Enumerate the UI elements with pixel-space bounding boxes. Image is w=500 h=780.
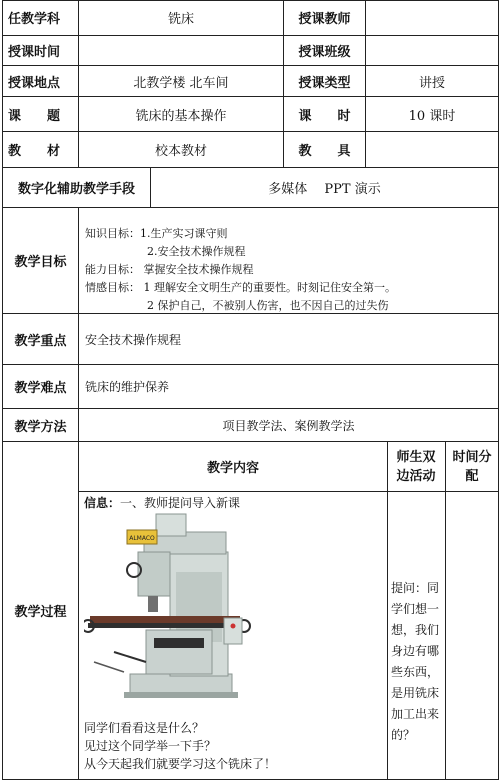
machine-base-foot bbox=[124, 692, 238, 698]
machine-plate-text: ALMACO bbox=[129, 535, 155, 542]
aids-value bbox=[366, 132, 498, 167]
question-line: 同学们看看这是什么？ bbox=[84, 721, 205, 735]
machine-knee bbox=[146, 630, 212, 674]
subject-label: 任教学科 bbox=[8, 12, 61, 27]
method-label: 教学方法 bbox=[14, 419, 67, 435]
textbook-value: 校本教材 bbox=[154, 144, 207, 159]
control-button bbox=[231, 624, 236, 629]
content-header: 教学内容 bbox=[206, 461, 259, 476]
machine-table bbox=[90, 616, 240, 624]
goal-line: 2.安全技术操作规程 bbox=[147, 245, 246, 258]
info-text: 一、教师提问导入新课 bbox=[120, 496, 241, 510]
hours-label: 课 时 bbox=[298, 108, 351, 124]
location-label: 授课地点 bbox=[8, 75, 61, 91]
machine-motor bbox=[156, 514, 186, 536]
time-value bbox=[79, 36, 283, 65]
activity-line: 些东西， bbox=[391, 665, 440, 679]
key-point-value: 安全技术操作规程 bbox=[85, 332, 182, 347]
teacher-label: 授课教师 bbox=[298, 12, 351, 27]
goal-line: 2 保护自己，不被别人伤害，也不因自己的过失伤 bbox=[147, 299, 389, 312]
type-value: 讲授 bbox=[418, 75, 445, 91]
cable bbox=[94, 662, 124, 672]
process-label: 教学过程 bbox=[14, 605, 67, 620]
activity-line: 加工出来 bbox=[391, 707, 440, 721]
time-header: 时间分配 bbox=[452, 450, 492, 484]
control-box bbox=[224, 618, 242, 644]
activity-line: 想，我们 bbox=[391, 623, 440, 637]
machine-head bbox=[138, 552, 170, 596]
hours-value: 10 课时 bbox=[408, 108, 456, 124]
knee-saddle bbox=[154, 638, 204, 648]
class-value bbox=[366, 36, 498, 65]
topic-value: 铣床的基本操作 bbox=[135, 108, 227, 124]
question-line: 从今天起我们就要学习这个铣床了！ bbox=[84, 757, 277, 771]
difficulty-value: 铣床的维护保养 bbox=[85, 380, 170, 394]
textbook-label: 教 材 bbox=[8, 144, 61, 159]
milling-machine-image bbox=[84, 512, 264, 702]
knee-crank bbox=[114, 652, 146, 662]
question-list bbox=[84, 719, 384, 773]
question-line: 见过这个同学举一下手？ bbox=[84, 739, 217, 753]
subject-value: 铣床 bbox=[167, 12, 194, 27]
aids-label: 教 具 bbox=[298, 144, 351, 159]
goal-line: 情感目标： 1 理解安全文明生产的重要性。时刻记住安全第一。 bbox=[85, 281, 396, 294]
activity-text bbox=[391, 578, 443, 746]
activity-line: 身边有哪 bbox=[391, 644, 440, 658]
difficulty-label: 教学难点 bbox=[14, 381, 67, 396]
machine-spindle bbox=[148, 596, 158, 612]
topic-label: 课 题 bbox=[8, 108, 61, 124]
goal-line: 能力目标： 掌握安全技术操作规程 bbox=[85, 263, 254, 276]
activity-line: 提问：同 bbox=[391, 581, 440, 595]
type-label: 授课类型 bbox=[298, 75, 351, 91]
time-label: 授课时间 bbox=[8, 45, 61, 60]
activity-header: 师生双边活动 bbox=[396, 450, 436, 484]
method-value: 项目教学法、案例教学法 bbox=[222, 418, 355, 433]
goal-line: 知识目标：1.生产实习课守则 bbox=[85, 227, 228, 240]
class-label: 授课班级 bbox=[298, 45, 351, 60]
key-point-label: 教学重点 bbox=[14, 333, 67, 349]
machine-table-slide bbox=[88, 623, 242, 628]
digital-label: 数字化辅助教学手段 bbox=[17, 182, 135, 197]
location-value: 北教学楼 北车间 bbox=[133, 75, 229, 91]
info-title: 信息： bbox=[84, 496, 121, 510]
activity-line: 是用铣床 bbox=[391, 686, 440, 700]
activity-line: 学们想一 bbox=[391, 602, 440, 616]
digital-value: 多媒体 PPT 演示 bbox=[268, 182, 381, 197]
teacher-value bbox=[366, 0, 498, 35]
goals-label: 教学目标 bbox=[14, 255, 67, 270]
activity-line: 的？ bbox=[391, 728, 416, 742]
info-heading bbox=[84, 494, 384, 511]
